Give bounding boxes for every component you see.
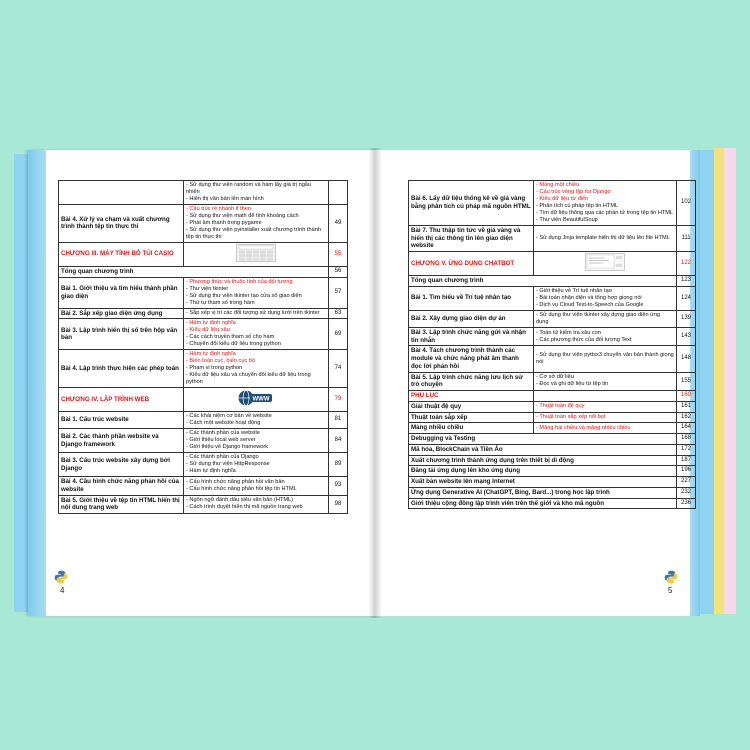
lesson-detail-item: - Các cách truyền tham số cho hàm xyxy=(186,334,275,341)
lesson-details xyxy=(534,225,677,251)
lesson-detail-item: - Dịch vụ Cloud Text-to-Speech của Google xyxy=(536,301,644,308)
lesson-title: Bài 1. Giới thiệu và tìm hiểu thành phần giao diện xyxy=(59,277,184,308)
toc-row xyxy=(409,434,696,445)
toc-page-number: 81 xyxy=(329,412,348,429)
book-edge-yellow xyxy=(714,148,724,614)
lesson-detail-item: - Biến toàn cục, biến cục bộ xyxy=(186,358,256,365)
lesson-details xyxy=(534,391,677,402)
lesson-title: Bài 5. Giới thiệu về tệp tin HTML hiển thị nội dung trang web xyxy=(59,495,184,514)
toc-page-number: 84 xyxy=(329,429,348,453)
lesson-detail-item: - Các khái niệm cơ bản về website xyxy=(186,413,272,420)
chapter-illustration xyxy=(184,242,329,266)
lesson-title: Bài 2. Các thành phần website và Django framework xyxy=(59,429,184,453)
lesson-details xyxy=(184,308,329,319)
toc-page-number: 123 xyxy=(677,276,696,287)
lesson-details xyxy=(534,327,677,346)
lesson-details xyxy=(534,346,677,372)
toc-row xyxy=(59,266,348,277)
toc-page-number: 164 xyxy=(677,423,696,434)
lesson-detail-item: - Mảng hai chiều và mảng nhiều chiều xyxy=(536,424,631,431)
lesson-detail-item: - Cấu hình chức năng phản hồi tệp tin HTML xyxy=(186,485,297,492)
chatbot-thumbnail-icon xyxy=(585,253,625,271)
toc-page-number: 69 xyxy=(329,319,348,350)
lesson-title: Bài 6. Lấy dữ liệu thống kê về giá vàng bằng phân tích cú pháp mã nguồn HTML xyxy=(409,181,534,226)
lesson-title: Bài 2. Sắp xếp giao diện ứng dụng xyxy=(59,308,184,319)
lesson-detail-item: - Thư viện tkinter xyxy=(186,285,229,292)
lesson-detail-item: - Thuật toán đệ quy xyxy=(536,403,585,410)
right-page xyxy=(378,150,700,616)
lesson-title: Bài 4. Tách chương trình thành các module và chức năng phát âm thanh đọc lời phản hồi xyxy=(409,346,534,372)
page-number-left: 4 xyxy=(60,586,65,595)
lesson-detail-item: - Giới thiệu local web server xyxy=(186,437,256,444)
toc-row xyxy=(59,277,348,308)
toc-row xyxy=(59,204,348,242)
toc-page-number: 160 xyxy=(677,391,696,402)
lesson-details xyxy=(184,277,329,308)
lesson-detail-item: - Sử dụng thư viện random và hàm lấy giá trị ngẫu nhiên xyxy=(186,182,312,195)
lesson-title: Tổng quan chương trình xyxy=(59,266,329,277)
toc-page-number: 98 xyxy=(329,495,348,514)
lesson-title: Xuất bản website lên mạng Internet xyxy=(409,477,677,488)
lesson-detail-item: - Hàm tự định nghĩa xyxy=(186,468,236,475)
lesson-detail-item: - Bài toán nhận diện và tổng hợp giọng nói xyxy=(536,294,642,301)
lesson-detail-item: - Phát âm thanh trong pygame xyxy=(186,219,262,226)
toc-row xyxy=(59,429,348,453)
lesson-detail-item: - Giới thiệu về Trí tuệ nhân tạo xyxy=(536,287,612,294)
toc-page-number: 111 xyxy=(677,225,696,251)
lesson-detail-item: - Kiểu dữ liệu xâu xyxy=(186,327,230,334)
lesson-details xyxy=(534,423,677,434)
toc-row xyxy=(409,487,696,498)
lesson-details xyxy=(184,453,329,477)
lesson-detail-item: - Cấu trúc rẽ nhánh if then xyxy=(186,205,251,212)
book-edge-pink xyxy=(724,148,736,614)
lesson-detail-item: - Sử dụng thư viện HttpResponse xyxy=(186,461,270,468)
lesson-detail-item: - Sắp xếp vị trí các đối tượng sử dụng lưới trên tkinter xyxy=(186,309,320,316)
calculator-thumbnail-icon xyxy=(236,244,276,262)
toc-page-number: 161 xyxy=(677,401,696,412)
lesson-detail-item: - Kiểu dữ liệu từ điển xyxy=(536,195,589,202)
lesson-details xyxy=(534,412,677,423)
toc-chapter-row xyxy=(59,388,348,412)
left-page-band xyxy=(28,150,46,616)
lesson-detail-item: - Kiểu dữ liệu xâu và chuyển đổi kiểu dữ liệu trong python xyxy=(186,372,311,386)
toc-page-number: 93 xyxy=(329,477,348,496)
lesson-detail-item: - Cách trình duyệt hiển thị mã nguồn trang web xyxy=(186,504,303,511)
toc-page-number: 89 xyxy=(329,453,348,477)
lesson-details xyxy=(184,477,329,496)
toc-row xyxy=(59,308,348,319)
toc-row xyxy=(59,495,348,514)
lesson-detail-item: - Sử dụng thư viện pyinstaller xuất chương trình thành tệp tin thực thi xyxy=(186,226,321,240)
toc-row xyxy=(59,453,348,477)
lesson-details xyxy=(184,350,329,388)
lesson-details xyxy=(184,181,329,205)
toc-page-number: 57 xyxy=(329,277,348,308)
lesson-title: Mã hóa, BlockChain và Tiền Ảo xyxy=(409,444,677,455)
toc-row xyxy=(59,412,348,429)
lesson-title: Bài 4. Xử lý va chạm và xuất chương trình thành tệp tin thực thi xyxy=(59,204,184,242)
lesson-title: Giới thiệu cộng đồng lập trình viên trên thế giới và kho mã nguồn xyxy=(409,498,677,509)
lesson-title: Mảng nhiều chiều xyxy=(409,423,534,434)
toc-row xyxy=(409,423,696,434)
lesson-title: Bài 4. Cầu hình chức năng phản hồi của website xyxy=(59,477,184,496)
toc-chapter-row xyxy=(59,242,348,266)
toc-page-number: 187 xyxy=(677,455,696,466)
toc-page-number: 236 xyxy=(677,498,696,509)
chapter-title: PHỤ LỤC xyxy=(409,391,534,402)
toc-page-number: 102 xyxy=(677,181,696,226)
www-globe-icon xyxy=(236,389,276,407)
toc-page-number: 168 xyxy=(677,434,696,445)
lesson-details xyxy=(184,319,329,350)
lesson-detail-item: - Cấu hình chức năng phản hồi văn bản xyxy=(186,478,285,485)
toc-page-number: 162 xyxy=(677,412,696,423)
lesson-details xyxy=(184,412,329,429)
lesson-detail-item: - Cách một website hoạt động xyxy=(186,420,261,427)
toc-row xyxy=(59,350,348,388)
left-page xyxy=(28,150,378,616)
toc-row xyxy=(409,181,696,226)
lesson-detail-item: - Phân tích cú pháp tệp tin HTML xyxy=(536,202,619,209)
toc-row xyxy=(409,310,696,327)
book-spine xyxy=(368,148,382,618)
toc-row xyxy=(409,276,696,287)
lesson-title: Bài 1. Cấu trúc website xyxy=(59,412,184,429)
toc-page-number: 148 xyxy=(677,346,696,372)
lesson-detail-item: - Thư viện BeautifulSoup xyxy=(536,216,598,223)
toc-page-number: 232 xyxy=(677,487,696,498)
lesson-title: Xuất chương trình thành ứng dụng trên thiết bị di động xyxy=(409,455,677,466)
lesson-details xyxy=(184,429,329,453)
lesson-detail-item: - Thứ tự tham số trong hàm xyxy=(186,299,255,306)
lesson-details xyxy=(534,401,677,412)
python-logo-icon xyxy=(664,570,678,584)
toc-page-number xyxy=(329,181,348,205)
lesson-detail-item: - Mảng một chiều xyxy=(536,182,580,188)
lesson-detail-item: - Phạm vi trong python xyxy=(186,365,243,372)
lesson-title: Bài 3. Lập trình chức năng gửi và nhận tin nhắn xyxy=(409,327,534,346)
toc-chapter-row xyxy=(409,252,696,276)
lesson-details xyxy=(534,372,677,391)
toc-row xyxy=(409,466,696,477)
lesson-detail-item: - Giới thiệu về Django framework xyxy=(186,444,269,451)
toc-page-number: 56 xyxy=(329,266,348,277)
lesson-detail-item: - Các thành phần của website xyxy=(186,430,261,437)
lesson-detail-item: - Sử dụng thư viện tkinter tạo cửa sổ giao diện xyxy=(186,292,302,299)
lesson-title: Đăng tải ứng dụng lên kho ứng dụng xyxy=(409,466,677,477)
toc-row xyxy=(59,477,348,496)
toc-page-number: 196 xyxy=(677,466,696,477)
lesson-detail-item: - Toán tử kiểm tra xâu con xyxy=(536,329,601,336)
lesson-details xyxy=(534,181,677,226)
toc-row xyxy=(409,412,696,423)
lesson-details xyxy=(184,495,329,514)
chapter-illustration xyxy=(534,252,677,276)
toc-page-number: 227 xyxy=(677,477,696,488)
lesson-detail-item: - Ngôn ngữ đánh dấu siêu văn bản (HTML) xyxy=(186,497,293,504)
lesson-details xyxy=(534,310,677,327)
lesson-detail-item: - Sử dụng Jinja template hiển thị dữ liệu lên file HTML xyxy=(536,235,670,242)
lesson-detail-item: - Đọc và ghi dữ liệu từ tệp tin xyxy=(536,381,609,388)
lesson-detail-item: - Tìm dữ liệu thông qua các phần tử trong tệp tin HTML xyxy=(536,209,674,216)
chapter-title: CHƯƠNG IV. LẬP TRÌNH WEB xyxy=(59,388,184,412)
toc-page-number: 155 xyxy=(677,372,696,391)
toc-row xyxy=(409,225,696,251)
toc-row xyxy=(409,455,696,466)
toc-row xyxy=(409,372,696,391)
lesson-title: Bài 1. Tìm hiểu về Trí tuệ nhân tạo xyxy=(409,286,534,310)
toc-row xyxy=(409,346,696,372)
toc-row xyxy=(59,181,348,205)
lesson-detail-item: - Cấu trúc vòng lặp for Django xyxy=(536,188,611,195)
toc-page-number: 143 xyxy=(677,327,696,346)
toc-page-number: 74 xyxy=(329,350,348,388)
page-number-right: 5 xyxy=(668,586,673,595)
chapter-title: CHƯƠNG V. ỨNG DỤNG CHATBOT xyxy=(409,252,534,276)
toc-page-number: 49 xyxy=(329,204,348,242)
lesson-title: Bài 4. Lập trình thực hiện các phép toán xyxy=(59,350,184,388)
toc-row xyxy=(409,498,696,509)
lesson-title: Giải thuật đệ quy xyxy=(409,401,534,412)
lesson-title xyxy=(59,181,184,205)
toc-row xyxy=(409,477,696,488)
lesson-title: Bài 5. Lập trình chức năng lưu lịch sử trò chuyện xyxy=(409,372,534,391)
lesson-title: Debugging và Testing xyxy=(409,434,677,445)
lesson-details xyxy=(534,286,677,310)
chapter-title: CHƯƠNG III. MÁY TÍNH BỎ TÚI CASIO xyxy=(59,242,184,266)
lesson-detail-item: - Cơ sở dữ liệu xyxy=(536,374,574,381)
toc-chapter-row xyxy=(409,391,696,402)
lesson-detail-item: - Sử dụng thư viện tkinter xây dựng giao diện ứng dụng xyxy=(536,311,661,325)
lesson-detail-item: - Thuật toán sắp xếp nổi bọt xyxy=(536,413,606,420)
toc-table-left xyxy=(58,180,348,514)
lesson-detail-item: - Hàm tự định nghĩa xyxy=(186,320,236,327)
lesson-detail-item: - Sử dụng thư viện pyttsx3 chuyển văn bản thành giọng nói xyxy=(536,351,674,365)
python-logo-icon xyxy=(54,570,68,584)
toc-row xyxy=(409,327,696,346)
toc-row xyxy=(409,401,696,412)
toc-page-number: 139 xyxy=(677,310,696,327)
lesson-detail-item: - Hiển thị văn bản lên màn hình xyxy=(186,195,264,202)
svg-text:WWW: WWW xyxy=(252,396,270,403)
toc-page-number: 79 xyxy=(329,388,348,412)
lesson-detail-item: - Chuyển đổi kiểu dữ liệu trong python xyxy=(186,341,281,348)
toc-page-number: 63 xyxy=(329,308,348,319)
book-edge-blue xyxy=(700,150,714,614)
toc-page-number: 124 xyxy=(677,286,696,310)
lesson-details xyxy=(184,204,329,242)
chapter-illustration xyxy=(184,388,329,412)
toc-page-number: 172 xyxy=(677,444,696,455)
lesson-title: Thuật toán sắp xếp xyxy=(409,412,534,423)
lesson-detail-item: - Hàm tự định nghĩa xyxy=(186,351,236,358)
lesson-title: Bài 3. Lập trình hiển thị số trên hộp văn bản xyxy=(59,319,184,350)
toc-table-right xyxy=(408,180,696,509)
toc-row xyxy=(409,444,696,455)
toc-row xyxy=(59,319,348,350)
toc-row xyxy=(409,286,696,310)
lesson-title: Tổng quan chương trình xyxy=(409,276,677,287)
lesson-title: Bài 3. Cấu trúc website xây dựng bởi Django xyxy=(59,453,184,477)
toc-page-number: 122 xyxy=(677,252,696,276)
lesson-title: Bài 2. Xây dựng giao diện dự án xyxy=(409,310,534,327)
lesson-detail-item: - Sử dụng thư viện math để tính khoảng cách xyxy=(186,212,299,219)
lesson-detail-item: - Các thành phần của Django xyxy=(186,454,259,461)
lesson-title: Ứng dụng Generative AI (ChatGPT, Bing, Bard...) trong học lập trình xyxy=(409,487,677,498)
toc-page-number: 55 xyxy=(329,242,348,266)
lesson-title: Bài 7. Thu thập tin tức về giá vàng và hiển thị các thông tin lên giao diện website xyxy=(409,225,534,251)
lesson-detail-item: - Phương thức và thuộc tính của đối tượng xyxy=(186,278,293,285)
lesson-detail-item: - Các phương thức của đối tượng Text xyxy=(536,336,632,343)
